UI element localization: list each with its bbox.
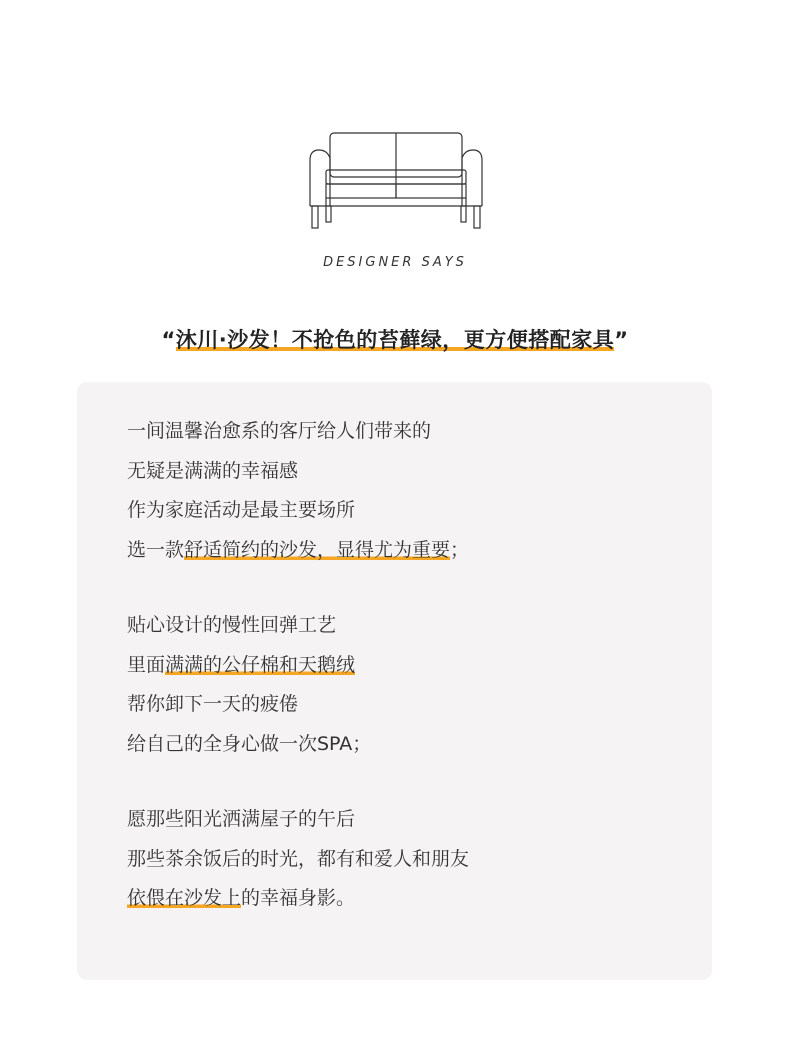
text-segment: 愿那些阳光洒满屋子的午后	[127, 808, 356, 830]
text-segment: 里面	[127, 653, 166, 676]
text-line	[127, 685, 687, 725]
statement-copy	[127, 412, 687, 955]
text-segment: ；	[450, 538, 470, 561]
text-segment: 贴心设计的慢性回弹工艺	[127, 614, 337, 636]
paragraph-3	[127, 800, 687, 919]
headline	[0, 324, 790, 354]
text-line	[127, 725, 687, 765]
text-segment: 给自己的全身心做一次SPA；	[127, 732, 372, 755]
text-line	[127, 646, 687, 686]
designer-statement-panel	[77, 382, 712, 980]
text-segment: 的幸福身影。	[241, 887, 356, 909]
text-segment: 帮你卸下一天的疲倦	[127, 693, 299, 715]
highlighted-text: 舒适简约的沙发，显得尤为重要	[184, 538, 451, 561]
paragraph-1	[127, 412, 687, 570]
headline-text: 沐川·沙发！不抢色的苔藓绿，更方便搭配家具	[175, 328, 615, 352]
headline-close-quote: ”	[614, 328, 629, 352]
text-segment: 无疑是满满的幸福感	[127, 459, 299, 482]
text-segment: 那些茶余饭后的时光，都有和爱人和朋友	[127, 847, 470, 870]
text-line	[127, 606, 687, 646]
text-line	[127, 491, 687, 531]
text-line	[127, 800, 687, 840]
paragraph-2	[127, 606, 687, 764]
text-line	[127, 452, 687, 492]
sofa-icon	[305, 128, 487, 230]
text-line	[127, 840, 687, 880]
text-segment: 选一款	[127, 538, 185, 561]
headline-open-quote: “	[161, 328, 176, 352]
text-segment: 一间温馨治愈系的客厅给人们带来的	[127, 420, 432, 442]
highlighted-text: 满满的公仔棉和天鹅绒	[165, 653, 356, 676]
text-line	[127, 412, 687, 452]
designer-says-caption: DESIGNER SAYS	[323, 255, 467, 270]
text-segment: 作为家庭活动是最主要场所	[127, 499, 356, 521]
text-line	[127, 531, 687, 571]
highlighted-text: 依偎在沙发上	[127, 887, 242, 909]
text-line	[127, 879, 687, 919]
